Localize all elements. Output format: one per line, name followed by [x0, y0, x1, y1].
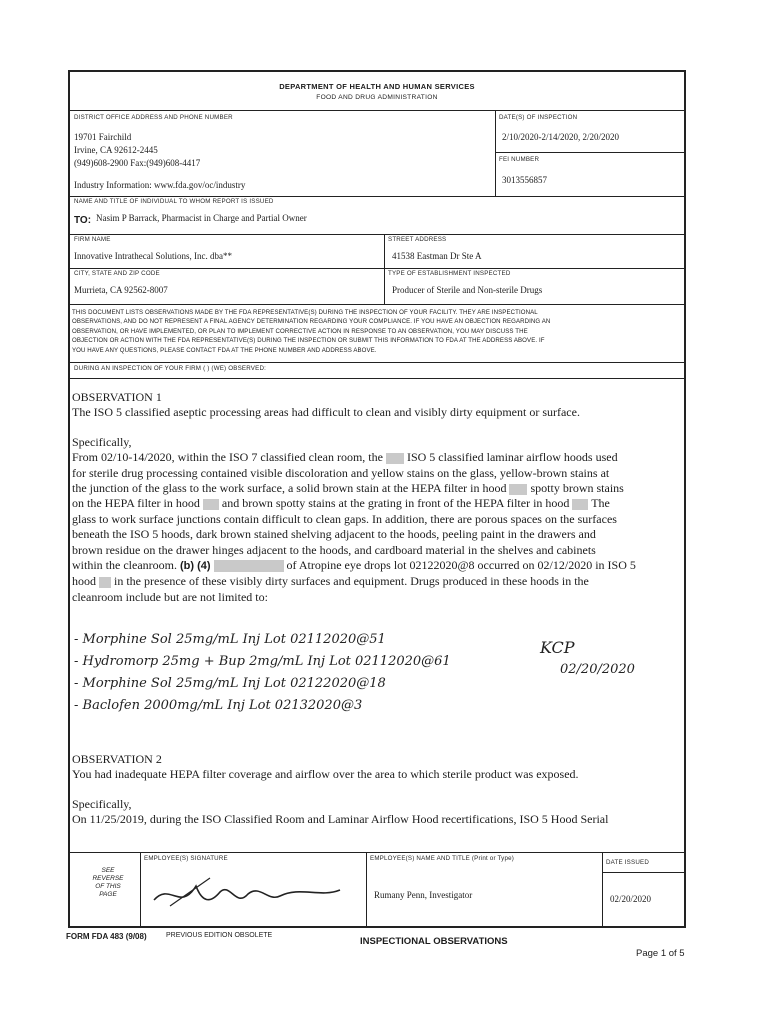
obs2-heading: OBSERVATION 2	[72, 752, 162, 766]
divider	[384, 234, 385, 304]
handwritten-item: - Morphine Sol 25mg/mL Inj Lot 02112020@51	[74, 632, 386, 647]
divider	[602, 852, 603, 928]
handwritten-date: 02/20/2020	[560, 662, 635, 677]
agency-title: FOOD AND DRUG ADMINISTRATION	[316, 94, 438, 101]
recipient-prefix: TO:	[74, 215, 92, 226]
redaction-box	[203, 499, 219, 510]
handwritten-initials: KCP	[540, 638, 575, 657]
obs2-line: On 11/25/2019, during the ISO Classified Room and Laminar Airflow Hood recertifications, ISO 5 Hood Serial	[72, 812, 609, 827]
name-value: Rumany Penn, Investigator	[374, 890, 473, 900]
during-label: DURING AN INSPECTION OF YOUR FIRM ( ) (WE) OBSERVED:	[74, 365, 267, 372]
district-label: DISTRICT OFFICE ADDRESS AND PHONE NUMBER	[74, 114, 233, 121]
firm-label: FIRM NAME	[74, 236, 111, 243]
divider	[495, 110, 496, 196]
divider	[70, 234, 686, 235]
obs1-summary: The ISO 5 classified aseptic processing areas had difficult to clean and visibly dirty equipment or surface.	[72, 405, 580, 420]
redaction-box	[386, 453, 404, 464]
redaction-box	[99, 577, 111, 588]
notice-line: OBJECTION OR ACTION WITH THE FDA REPRESENTATIVE(S) DURING THE INSPECTION OR SUBMIT THIS INFORMATION TO FDA AT THE ADDRESS ABOVE. IF	[72, 337, 545, 345]
obs2-summary: You had inadequate HEPA filter coverage and airflow over the area to which sterile product was exposed.	[72, 767, 579, 782]
inspection-dates-value: 2/10/2020-2/14/2020, 2/20/2020	[502, 132, 619, 142]
observation-1	[72, 390, 692, 605]
signature-scribble	[150, 872, 350, 914]
notice-text	[72, 308, 704, 355]
observation-2	[72, 752, 692, 828]
obs1-line: From 02/10-14/2020, within the ISO 7 classified clean room, the ISO 5 classified laminar airflow hoods used	[72, 450, 618, 465]
department-title: DEPARTMENT OF HEALTH AND HUMAN SERVICES	[279, 82, 475, 91]
redaction-label: (b) (4)	[179, 560, 211, 573]
street-value: 41538 Eastman Dr Ste A	[392, 251, 482, 261]
district-address2: Irvine, CA 92612-2445	[74, 145, 158, 155]
district-phone: (949)608-2900 Fax:(949)608-4417	[74, 158, 201, 168]
divider	[70, 110, 686, 111]
divider	[495, 152, 686, 153]
city-value: Murrieta, CA 92562-8007	[74, 285, 168, 295]
fei-value: 3013556857	[502, 175, 547, 185]
divider	[70, 268, 686, 269]
obs1-line: on the HEPA filter in hood and brown spotty stains at the grating in front of the HEPA filter in hood The	[72, 496, 610, 511]
obs1-line: glass to work surface junctions contain difficult to clean gaps. In addition, there are porous spaces on the surfaces	[72, 511, 617, 526]
recipient-label: NAME AND TITLE OF INDIVIDUAL TO WHOM REPORT IS ISSUED	[74, 198, 274, 205]
firm-value: Innovative Intrathecal Solutions, Inc. dba**	[74, 251, 232, 261]
date-issued-value: 02/20/2020	[610, 894, 652, 904]
obs1-line: hood in the presence of these visibly dirty surfaces and equipment. Drugs produced in these hoods in the	[72, 574, 589, 589]
obs2-specifically: Specifically,	[72, 796, 132, 811]
obs1-line: cleanroom include but are not limited to:	[72, 589, 268, 604]
obs1-line: for sterile drug processing contained visible discoloration and yellow stains on the glass, yellow-brown stains at	[72, 465, 610, 480]
obs1-heading: OBSERVATION 1	[72, 390, 162, 404]
form-title: INSPECTIONAL OBSERVATIONS	[360, 936, 508, 947]
fda-483-form	[68, 70, 686, 928]
city-label: CITY, STATE AND ZIP CODE	[74, 270, 160, 277]
notice-line: YOU HAVE ANY QUESTIONS, PLEASE CONTACT FDA AT THE PHONE NUMBER AND ADDRESS ABOVE.	[72, 346, 377, 354]
notice-line: OBSERVATIONS, AND DO NOT REPRESENT A FINAL AGENCY DETERMINATION REGARDING YOUR COMPLIANCE. IF YOU HAVE AN OBJECTION REGARDING AN	[72, 318, 551, 326]
recipient-value: Nasim P Barrack, Pharmacist in Charge and Partial Owner	[96, 213, 307, 223]
obs1-line: within the cleanroom. (b) (4) of Atropine eye drops lot 02122020@8 occurred on 02/12/2020 in ISO 5	[72, 558, 636, 573]
divider	[140, 852, 141, 928]
street-label: STREET ADDRESS	[388, 236, 447, 243]
establishment-value: Producer of Sterile and Non-sterile Drugs	[392, 285, 543, 295]
notice-line: THIS DOCUMENT LISTS OBSERVATIONS MADE BY THE FDA REPRESENTATIVE(S) DURING THE INSPECTION OF YOUR FACILITY. THEY ARE INSPECTIONAL	[72, 309, 538, 316]
form-id: FORM FDA 483 (9/08)	[66, 932, 147, 941]
see-reverse: SEE REVERSE OF THIS PAGE	[92, 867, 124, 898]
obs1-specifically: Specifically,	[72, 434, 132, 449]
inspection-dates-label: DATE(S) OF INSPECTION	[499, 114, 578, 121]
handwritten-item: - Hydromorp 25mg + Bup 2mg/mL Inj Lot 02112020@61	[74, 654, 451, 669]
district-address1: 19701 Fairchild	[74, 132, 132, 142]
divider	[70, 304, 686, 305]
district-info: Industry Information: www.fda.gov/oc/industry	[74, 180, 246, 190]
handwritten-item: - Morphine Sol 25mg/mL Inj Lot 02122020@18	[74, 676, 386, 691]
divider	[70, 196, 686, 197]
signature-label: EMPLOYEE(S) SIGNATURE	[144, 855, 228, 862]
previous-edition: PREVIOUS EDITION OBSOLETE	[166, 932, 273, 939]
date-issued-label: DATE ISSUED	[606, 859, 649, 866]
handwritten-item: - Baclofen 2000mg/mL Inj Lot 02132020@3	[74, 698, 363, 713]
divider	[70, 362, 686, 363]
divider	[602, 872, 686, 873]
name-label: EMPLOYEE(S) NAME AND TITLE (Print or Type)	[370, 855, 514, 862]
establishment-label: TYPE OF ESTABLISHMENT INSPECTED	[388, 270, 511, 277]
divider	[366, 852, 367, 928]
redaction-box	[509, 484, 527, 495]
obs1-line: the junction of the glass to the work surface, a solid brown stain at the HEPA filter in hood spotty brown stains	[72, 481, 624, 496]
obs1-line: beneath the ISO 5 hoods, dark brown stained shelving adjacent to the hoods, peeling paint in the drawers and	[72, 527, 596, 542]
redaction-box	[572, 499, 588, 510]
notice-line: OBSERVATION, OR HAVE IMPLEMENTED, OR PLAN TO IMPLEMENT CORRECTIVE ACTION IN RESPONSE TO AN OBSERVATION, YOU MAY DISCUSS THE	[72, 327, 528, 335]
divider	[70, 852, 686, 853]
divider	[70, 378, 686, 379]
fei-label: FEI NUMBER	[499, 156, 540, 163]
form-header	[70, 72, 684, 110]
redaction-box	[214, 560, 284, 572]
page-number: Page 1 of 5	[636, 948, 685, 959]
obs1-line: brown residue on the drawer hinges adjacent to the hoods, and cardboard material in the shelves and cabinets	[72, 542, 596, 557]
